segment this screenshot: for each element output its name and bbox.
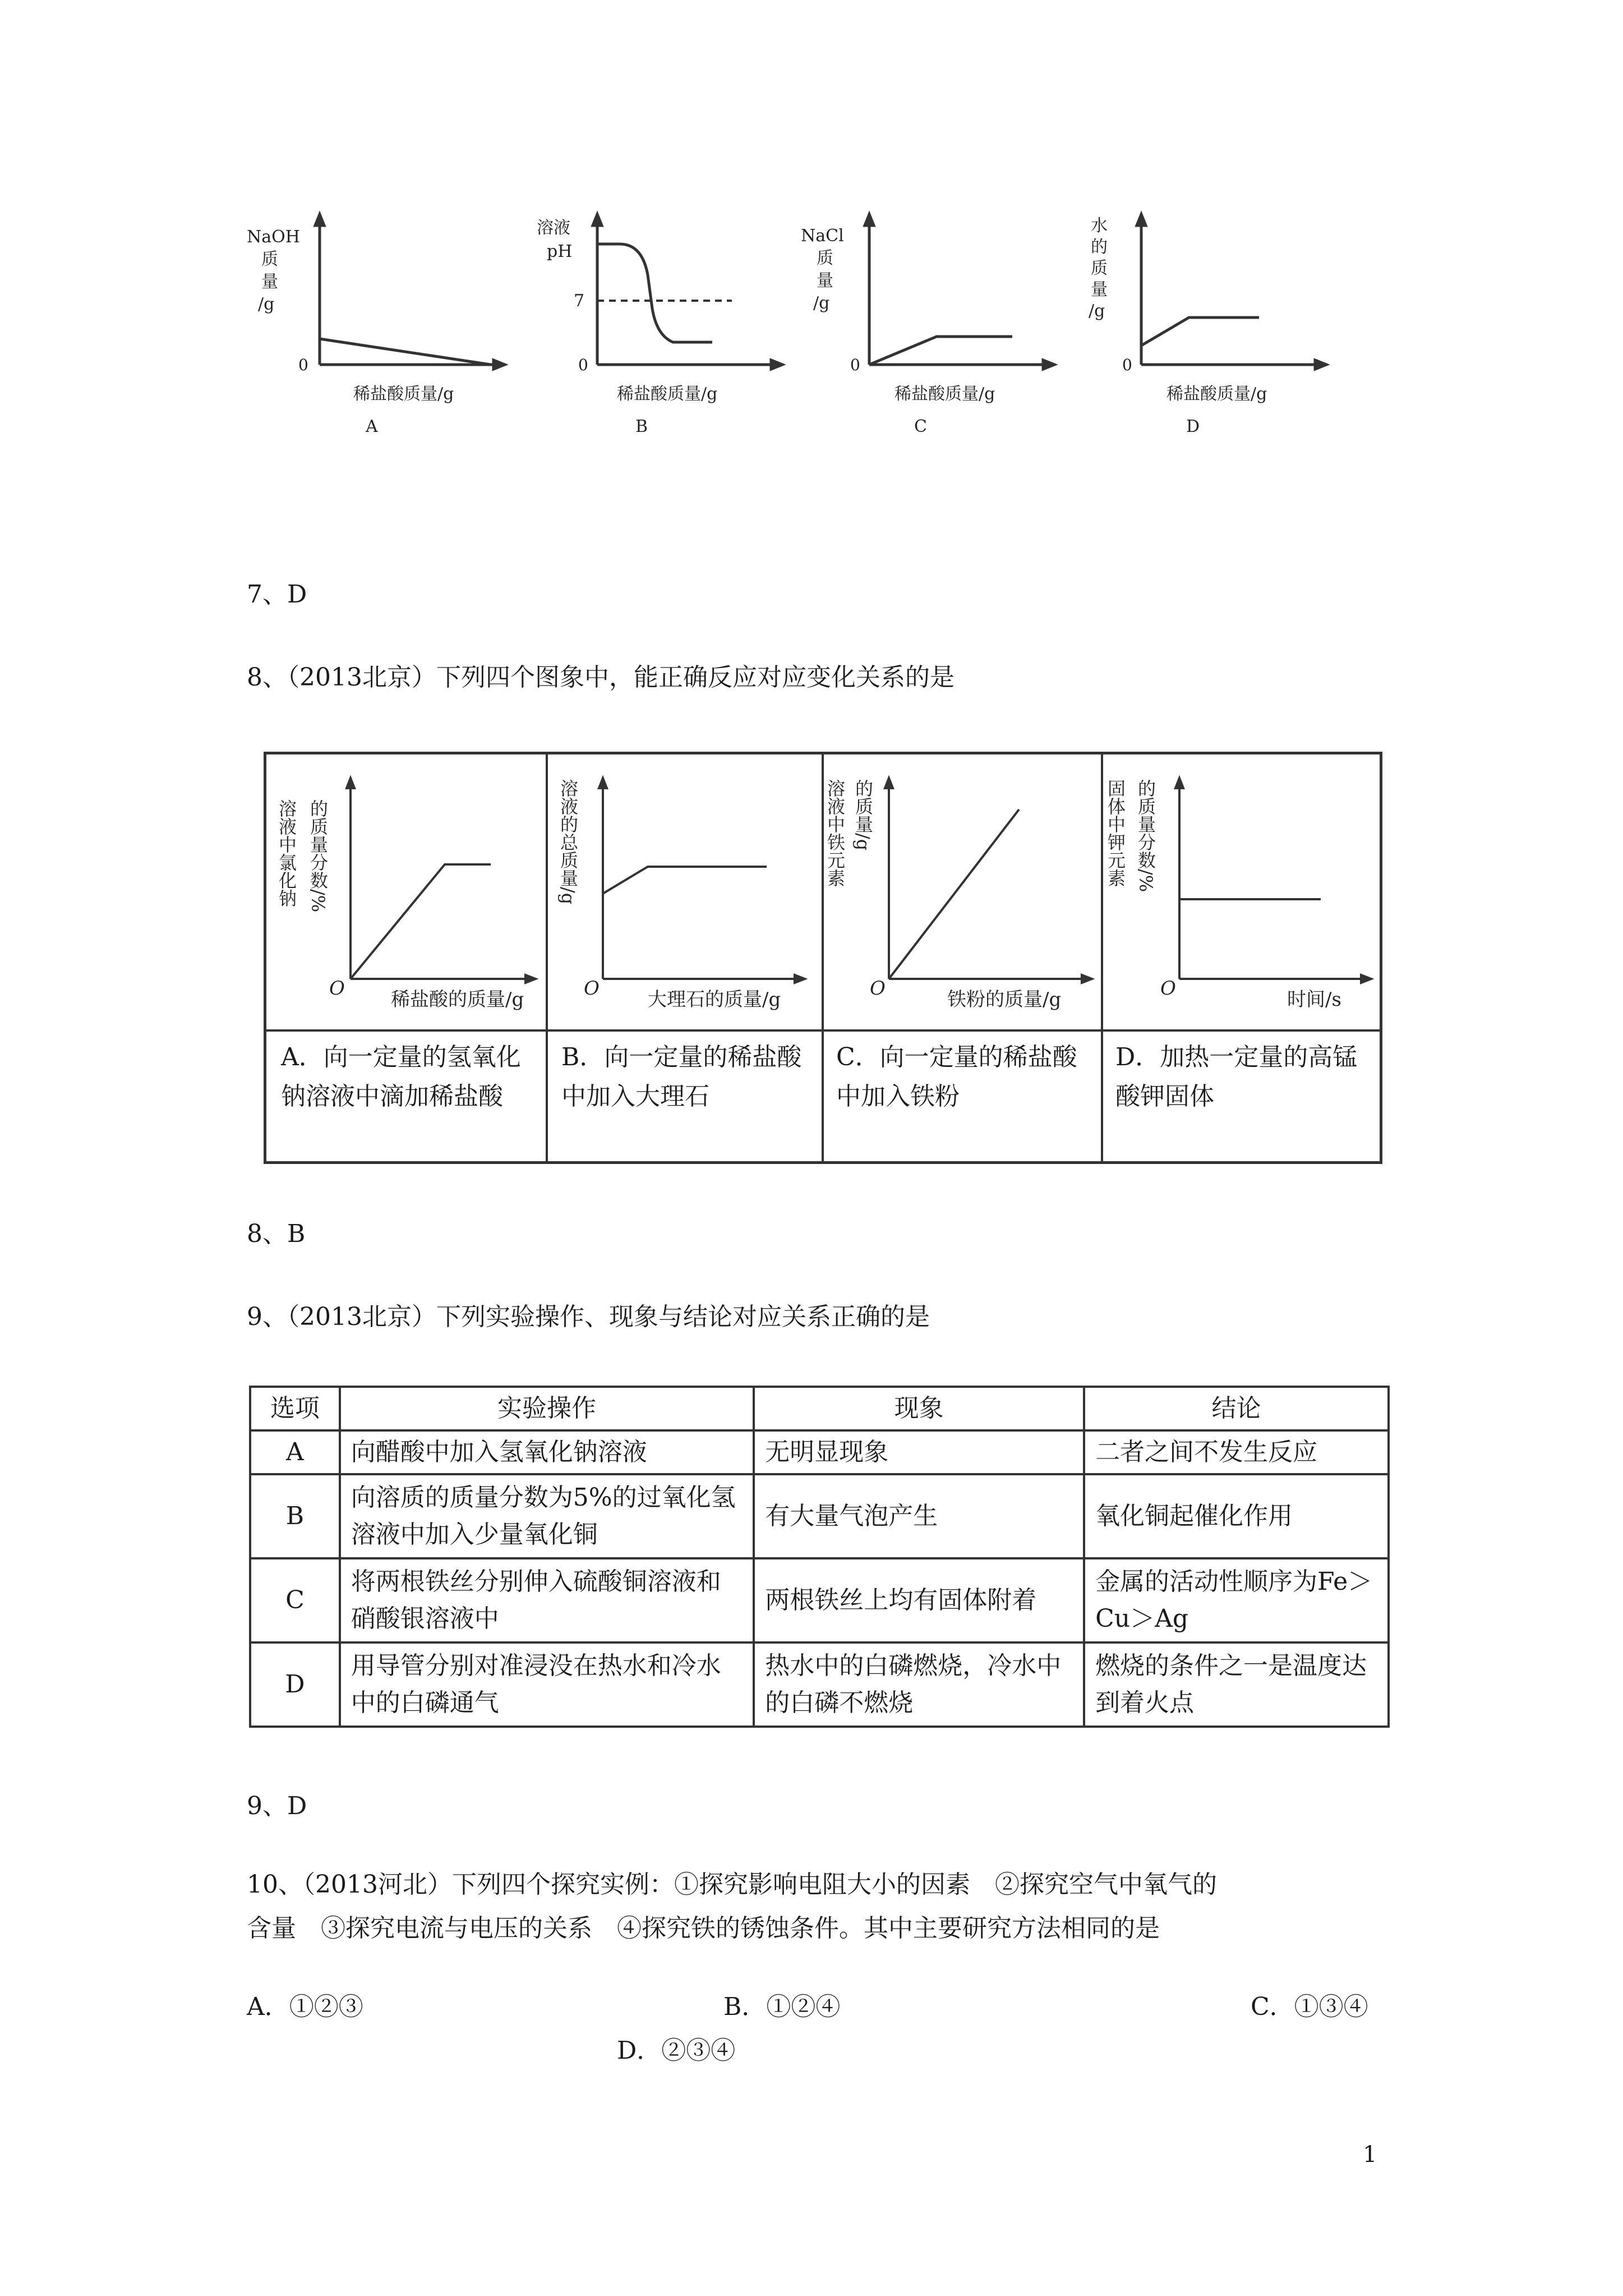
table-cell: 金属的活动性顺序为Fe＞Cu＞Ag [1084,1558,1389,1642]
chart-y-label-1: NaCl [801,226,844,246]
table-cell: B [250,1474,340,1558]
answer-7: 7、D [247,580,307,609]
chart-origin: 0 [1122,356,1132,374]
chart-y-label-1: NaOH [247,227,300,247]
table-cell: 无明显现象 [754,1430,1084,1474]
chart-y-label-1: 溶液中铁元素 [824,779,846,887]
page-number: 1 [1363,2142,1377,2168]
chart-y-label-1: 固体中钾元素 [1105,779,1126,887]
table-cell: A [250,1430,340,1474]
q6-chart-a [236,202,527,438]
option-a: A．①②③ [247,1993,363,2021]
table-cell: 有大量气泡产生 [754,1474,1084,1558]
table-header-row [250,1387,1389,1430]
question-10-stem-line-2: 含量 ③探究电流与电压的关系 ④探究铁的锈蚀条件。其中主要研究方法相同的是 [247,1914,1160,1943]
option-b: B．①②④ [723,1993,841,2021]
table-cell: C [250,1558,340,1642]
chart-x-label: 稀盐酸质量/g [1166,384,1267,404]
q8-panel-c-chart [823,754,1101,1029]
chart-axes [885,778,1092,983]
q8-panel-d-caption: D．加热一定量的高锰酸钾固体 [1115,1043,1358,1111]
question-9-stem: 9、（2013北京）下列实验操作、现象与结论对应关系正确的是 [247,1303,930,1331]
table-cell: 两根铁丝上均有固体附着 [754,1558,1084,1642]
chart-x-label: 大理石的质量/g [648,988,781,1011]
q8-panel-b-chart [547,754,822,1029]
chart-y-label-4: /g [258,295,275,314]
chart-data-curve [597,244,712,342]
header-cell: 结论 [1084,1387,1389,1430]
q9-table [249,1386,1390,1728]
chart-axes [347,778,536,983]
chart-origin: 0 [578,356,588,374]
q6-chart-c [796,202,1088,438]
chart-y-label-3: 量 [817,271,833,291]
chart-axes [599,778,805,983]
chart-axes [1175,778,1371,983]
chart-y-label-2: pH [547,242,573,261]
table-row [250,1558,1389,1642]
chart-tag: A [366,417,378,436]
table-cell: 用导管分别对准浸没在热水和冷水中的白磷通气 [340,1642,754,1727]
q8-panel-a-chart [266,754,546,1029]
chart-origin: O [329,977,345,1000]
chart-y-label-2: 质 [817,249,833,268]
chart-tag: D [1186,417,1200,436]
chart-data-line [869,337,1012,365]
table-cell: D [250,1642,340,1727]
q8-panel-b-caption: B．向一定量的稀盐酸中加入大理石 [561,1043,802,1111]
chart-x-label: 稀盐酸的质量/g [391,988,524,1011]
chart-y-label-1: 溶液中氯化钠 [276,799,297,907]
q8-panel-c-caption: C．向一定量的稀盐酸中加入铁粉 [836,1043,1077,1111]
option-c: C．①③④ [1251,1993,1368,2021]
header-cell: 选项 [250,1387,340,1430]
table-cell: 氧化铜起催化作用 [1084,1474,1389,1558]
table-cell: 向溶质的质量分数为5%的过氧化氢溶液中加入少量氧化铜 [340,1474,754,1558]
q8-panel-a-caption: A．向一定量的氢氧化钠溶液中滴加稀盐酸 [281,1043,521,1111]
chart-y-label-4: 量 [1091,280,1108,300]
chart-data-line [889,809,1019,979]
chart-y-label-1: 水 [1091,216,1108,236]
q6-chart-d [1068,202,1360,438]
option-d: D．②③④ [617,2036,736,2065]
chart-y-label-3: 质 [1091,259,1108,278]
chart-tick-7: 7 [574,291,585,311]
chart-y-label-3: 量 [261,272,278,292]
q6-chart-b [524,202,816,438]
question-10-stem-line-1: 10、（2013河北）下列四个探究实例：①探究影响电阻大小的因素 ②探究空气中氧气的 [247,1870,1217,1899]
chart-tag: B [635,417,648,436]
chart-data-line [320,339,491,365]
chart-x-label: 稀盐酸质量/g [617,384,718,404]
header-cell: 现象 [754,1387,1084,1430]
chart-origin: O [584,977,600,1000]
chart-tag: C [914,417,927,436]
chart-y-label-2: 的质量/g [852,779,874,851]
chart-x-label: 稀盐酸质量/g [353,384,454,404]
chart-data-line [603,867,767,894]
chart-axes [1137,214,1326,369]
chart-data-line [1141,318,1259,346]
chart-axes [593,214,782,369]
chart-y-label-4: /g [813,293,830,313]
chart-origin: O [1160,977,1176,1000]
chart-y-label-2: 的质量分数/% [307,799,329,913]
table-cell: 热水中的白磷燃烧，冷水中的白磷不燃烧 [754,1642,1084,1727]
chart-y-label-2: 的 [1091,237,1108,257]
table-row [250,1430,1389,1474]
chart-axes [315,214,505,369]
table-row [250,1642,1389,1727]
chart-y-label-1: 溶液 [537,218,570,238]
chart-y-label-1: 溶液的总质量/g [557,779,579,905]
chart-x-label: 时间/s [1287,988,1341,1011]
chart-y-label-2: 质 [261,250,278,269]
table-cell: 二者之间不发生反应 [1084,1430,1389,1474]
header-cell: 实验操作 [340,1387,754,1430]
chart-y-label-2: 的质量分数/% [1135,779,1156,892]
table-cell: 燃烧的条件之一是温度达到着火点 [1084,1642,1389,1727]
answer-8: 8、B [247,1220,306,1248]
chart-origin: 0 [850,356,860,374]
chart-data-line [351,864,491,979]
question-8-stem: 8、（2013北京）下列四个图象中，能正确反应对应变化关系的是 [247,663,955,692]
answer-9: 9、D [247,1792,307,1820]
q8-panel-d-chart [1102,754,1380,1029]
chart-origin: 0 [298,356,308,374]
chart-x-label: 铁粉的质量/g [947,988,1062,1011]
q8-figure-table [264,752,1382,1164]
chart-x-label: 稀盐酸质量/g [895,384,995,404]
chart-y-label-5: /g [1089,301,1105,321]
chart-origin: O [870,977,886,1000]
table-row [250,1474,1389,1558]
table-cell: 向醋酸中加入氢氧化钠溶液 [340,1430,754,1474]
table-cell: 将两根铁丝分别伸入硫酸铜溶液和硝酸银溶液中 [340,1558,754,1642]
chart-axes [865,214,1054,369]
